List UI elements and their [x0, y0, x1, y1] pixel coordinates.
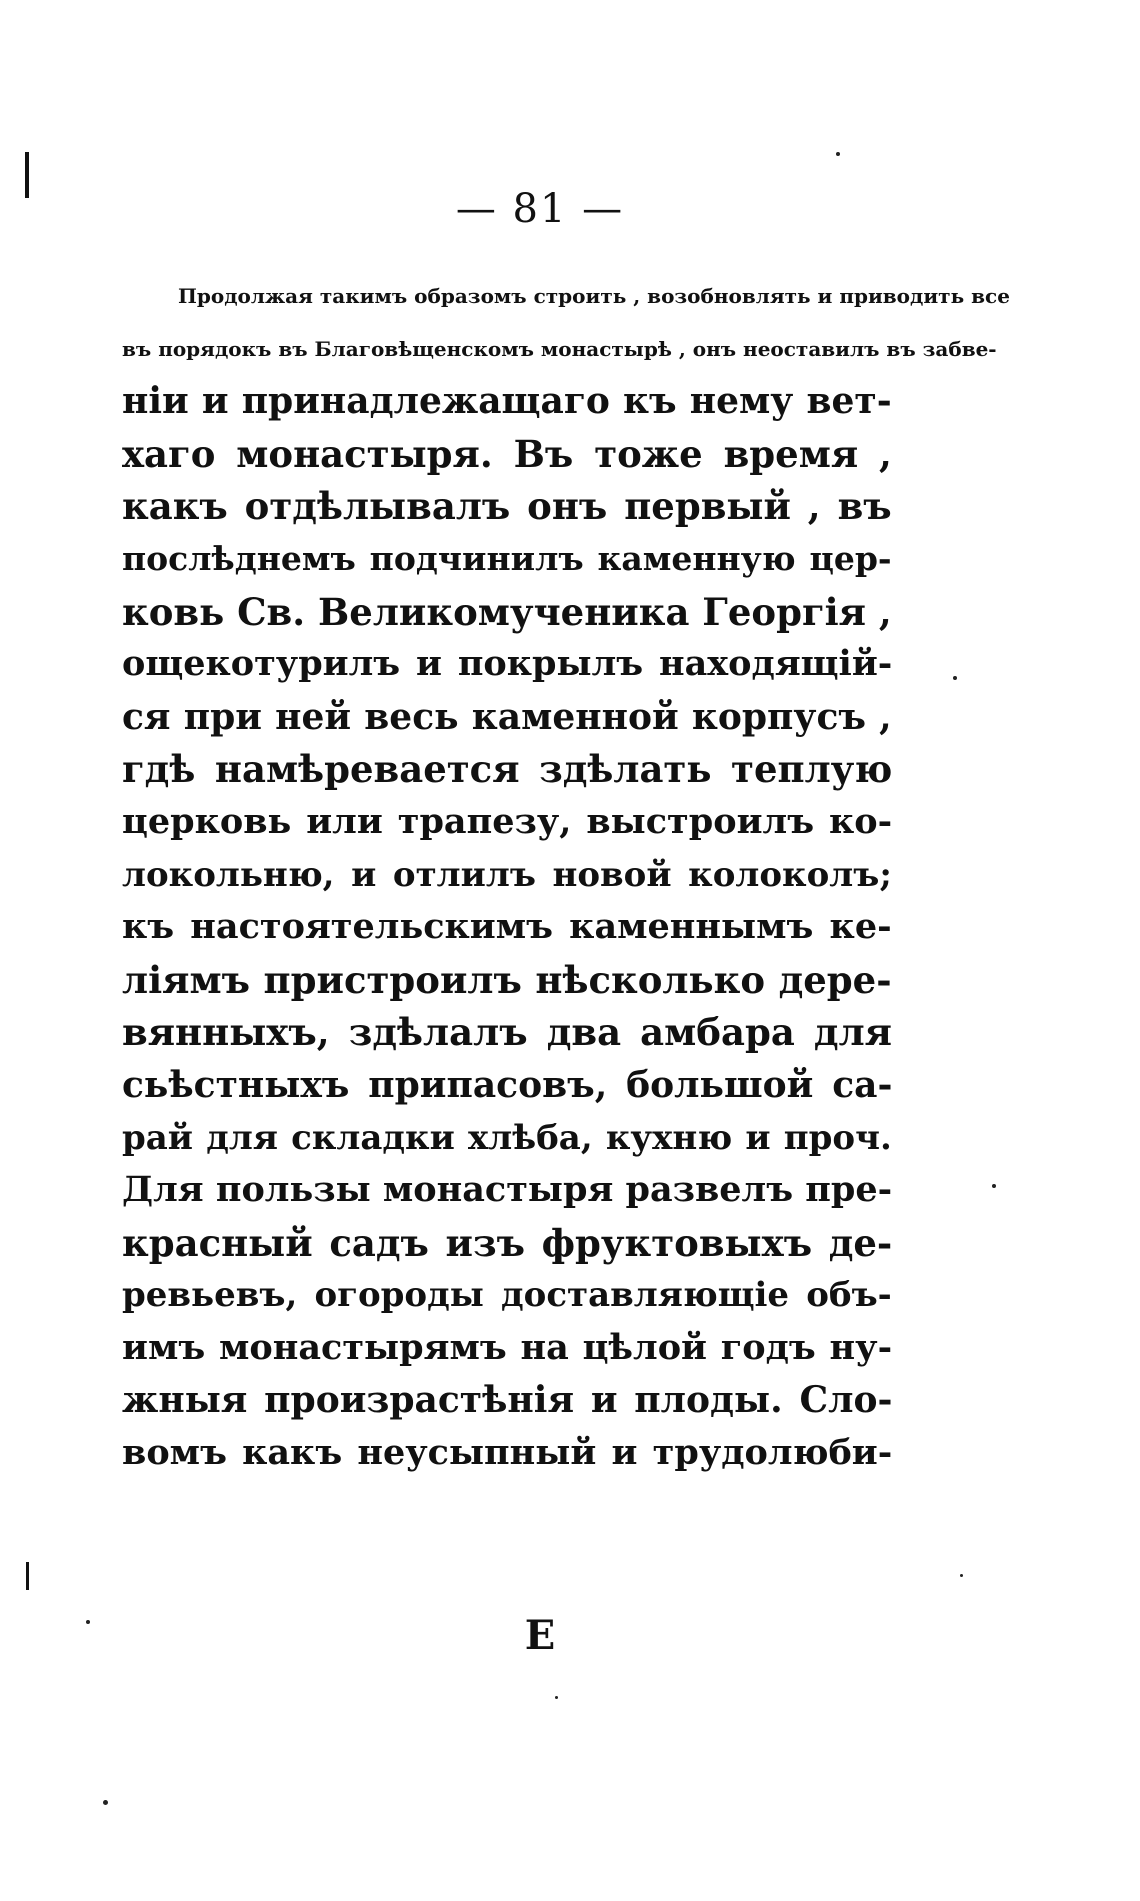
margin-mark: [26, 1562, 29, 1590]
text-line: [122, 323, 997, 376]
line-text: вянныхъ, здѣлалъ два амбара для: [122, 1010, 893, 1055]
speck: [86, 1620, 90, 1624]
text-line: [122, 1112, 892, 1165]
text-line: [122, 1006, 892, 1059]
speck: [555, 1696, 558, 1699]
text-line: [122, 1217, 892, 1270]
speck: [103, 1800, 108, 1805]
line-text: хаго монастыря. Въ тоже время ,: [122, 431, 892, 476]
text-line: [122, 849, 892, 902]
text-line: [122, 691, 892, 744]
signature-mark: E: [524, 1612, 556, 1659]
text-line: [122, 1322, 892, 1375]
line-text: красный садъ изъ фруктовыхъ де-: [122, 1220, 893, 1265]
text-line: [122, 638, 892, 691]
line-text: церковь или трапезу, выстроилъ ко-: [122, 800, 893, 842]
speck: [960, 1574, 963, 1577]
line-text: имъ монастырямъ на цѣлой годъ ну-: [122, 1326, 893, 1368]
line-text: ся при ней весь каменной корпусъ ,: [122, 695, 892, 738]
line-text: вомъ какъ неусыпный и трудолюби-: [122, 1432, 893, 1474]
line-text: Продолжая такимъ образомъ строить , возобновлять и приводить все: [178, 284, 1010, 308]
text-line: [122, 901, 892, 954]
text-line: [122, 428, 892, 481]
text-line: [122, 1164, 892, 1217]
text-line: [122, 954, 892, 1007]
text-line: [122, 1374, 892, 1427]
line-text: гдѣ намѣревается здѣлать теплую: [122, 747, 893, 792]
speck: [953, 676, 957, 680]
line-text: ощекотурилъ и покрылъ находящій-: [122, 643, 893, 685]
line-text: локольню, и отлилъ новой колоколъ;: [122, 854, 892, 895]
line-text: рай для складки хлѣба, кухню и проч.: [122, 1117, 892, 1158]
text-line: [122, 375, 892, 428]
line-text: ревьевъ, огороды доставляющіе объ-: [122, 1275, 892, 1316]
page-number: — 81 —: [455, 186, 625, 232]
text-line: [122, 270, 1010, 323]
text-line: [122, 743, 892, 796]
text-line: [122, 1269, 892, 1322]
line-text: какъ отдѣлывалъ онъ первый , въ: [122, 484, 892, 529]
text-line: [122, 586, 892, 639]
line-text: жныя произрастѣнія и плоды. Сло-: [122, 1379, 893, 1422]
text-line: [122, 480, 892, 533]
line-text: къ настоятельскимъ каменнымъ ке-: [122, 906, 892, 948]
line-text: Для пользы монастыря развелъ пре-: [122, 1169, 893, 1211]
line-text: ковь Св. Великомученика Георгія ,: [122, 589, 892, 634]
line-text: ліямъ пристроилъ нѣсколько дере-: [122, 957, 892, 1002]
line-text: ніи и принадлежащаго къ нему вет-: [122, 380, 892, 423]
line-text: послѣднемъ подчинилъ каменную цер-: [122, 538, 892, 578]
line-text: въ порядокъ въ Благовѣщенскомъ монастырѣ , онъ неоставилъ въ забве-: [122, 336, 997, 361]
body-text: [122, 270, 1010, 1480]
line-text: сьѣстныхъ припасовъ, большой са-: [122, 1063, 893, 1106]
text-line: [122, 1059, 892, 1112]
text-line: [122, 533, 892, 586]
text-line: [122, 796, 892, 849]
speck: [836, 152, 840, 156]
speck: [992, 1184, 996, 1188]
text-line: [122, 1427, 892, 1480]
